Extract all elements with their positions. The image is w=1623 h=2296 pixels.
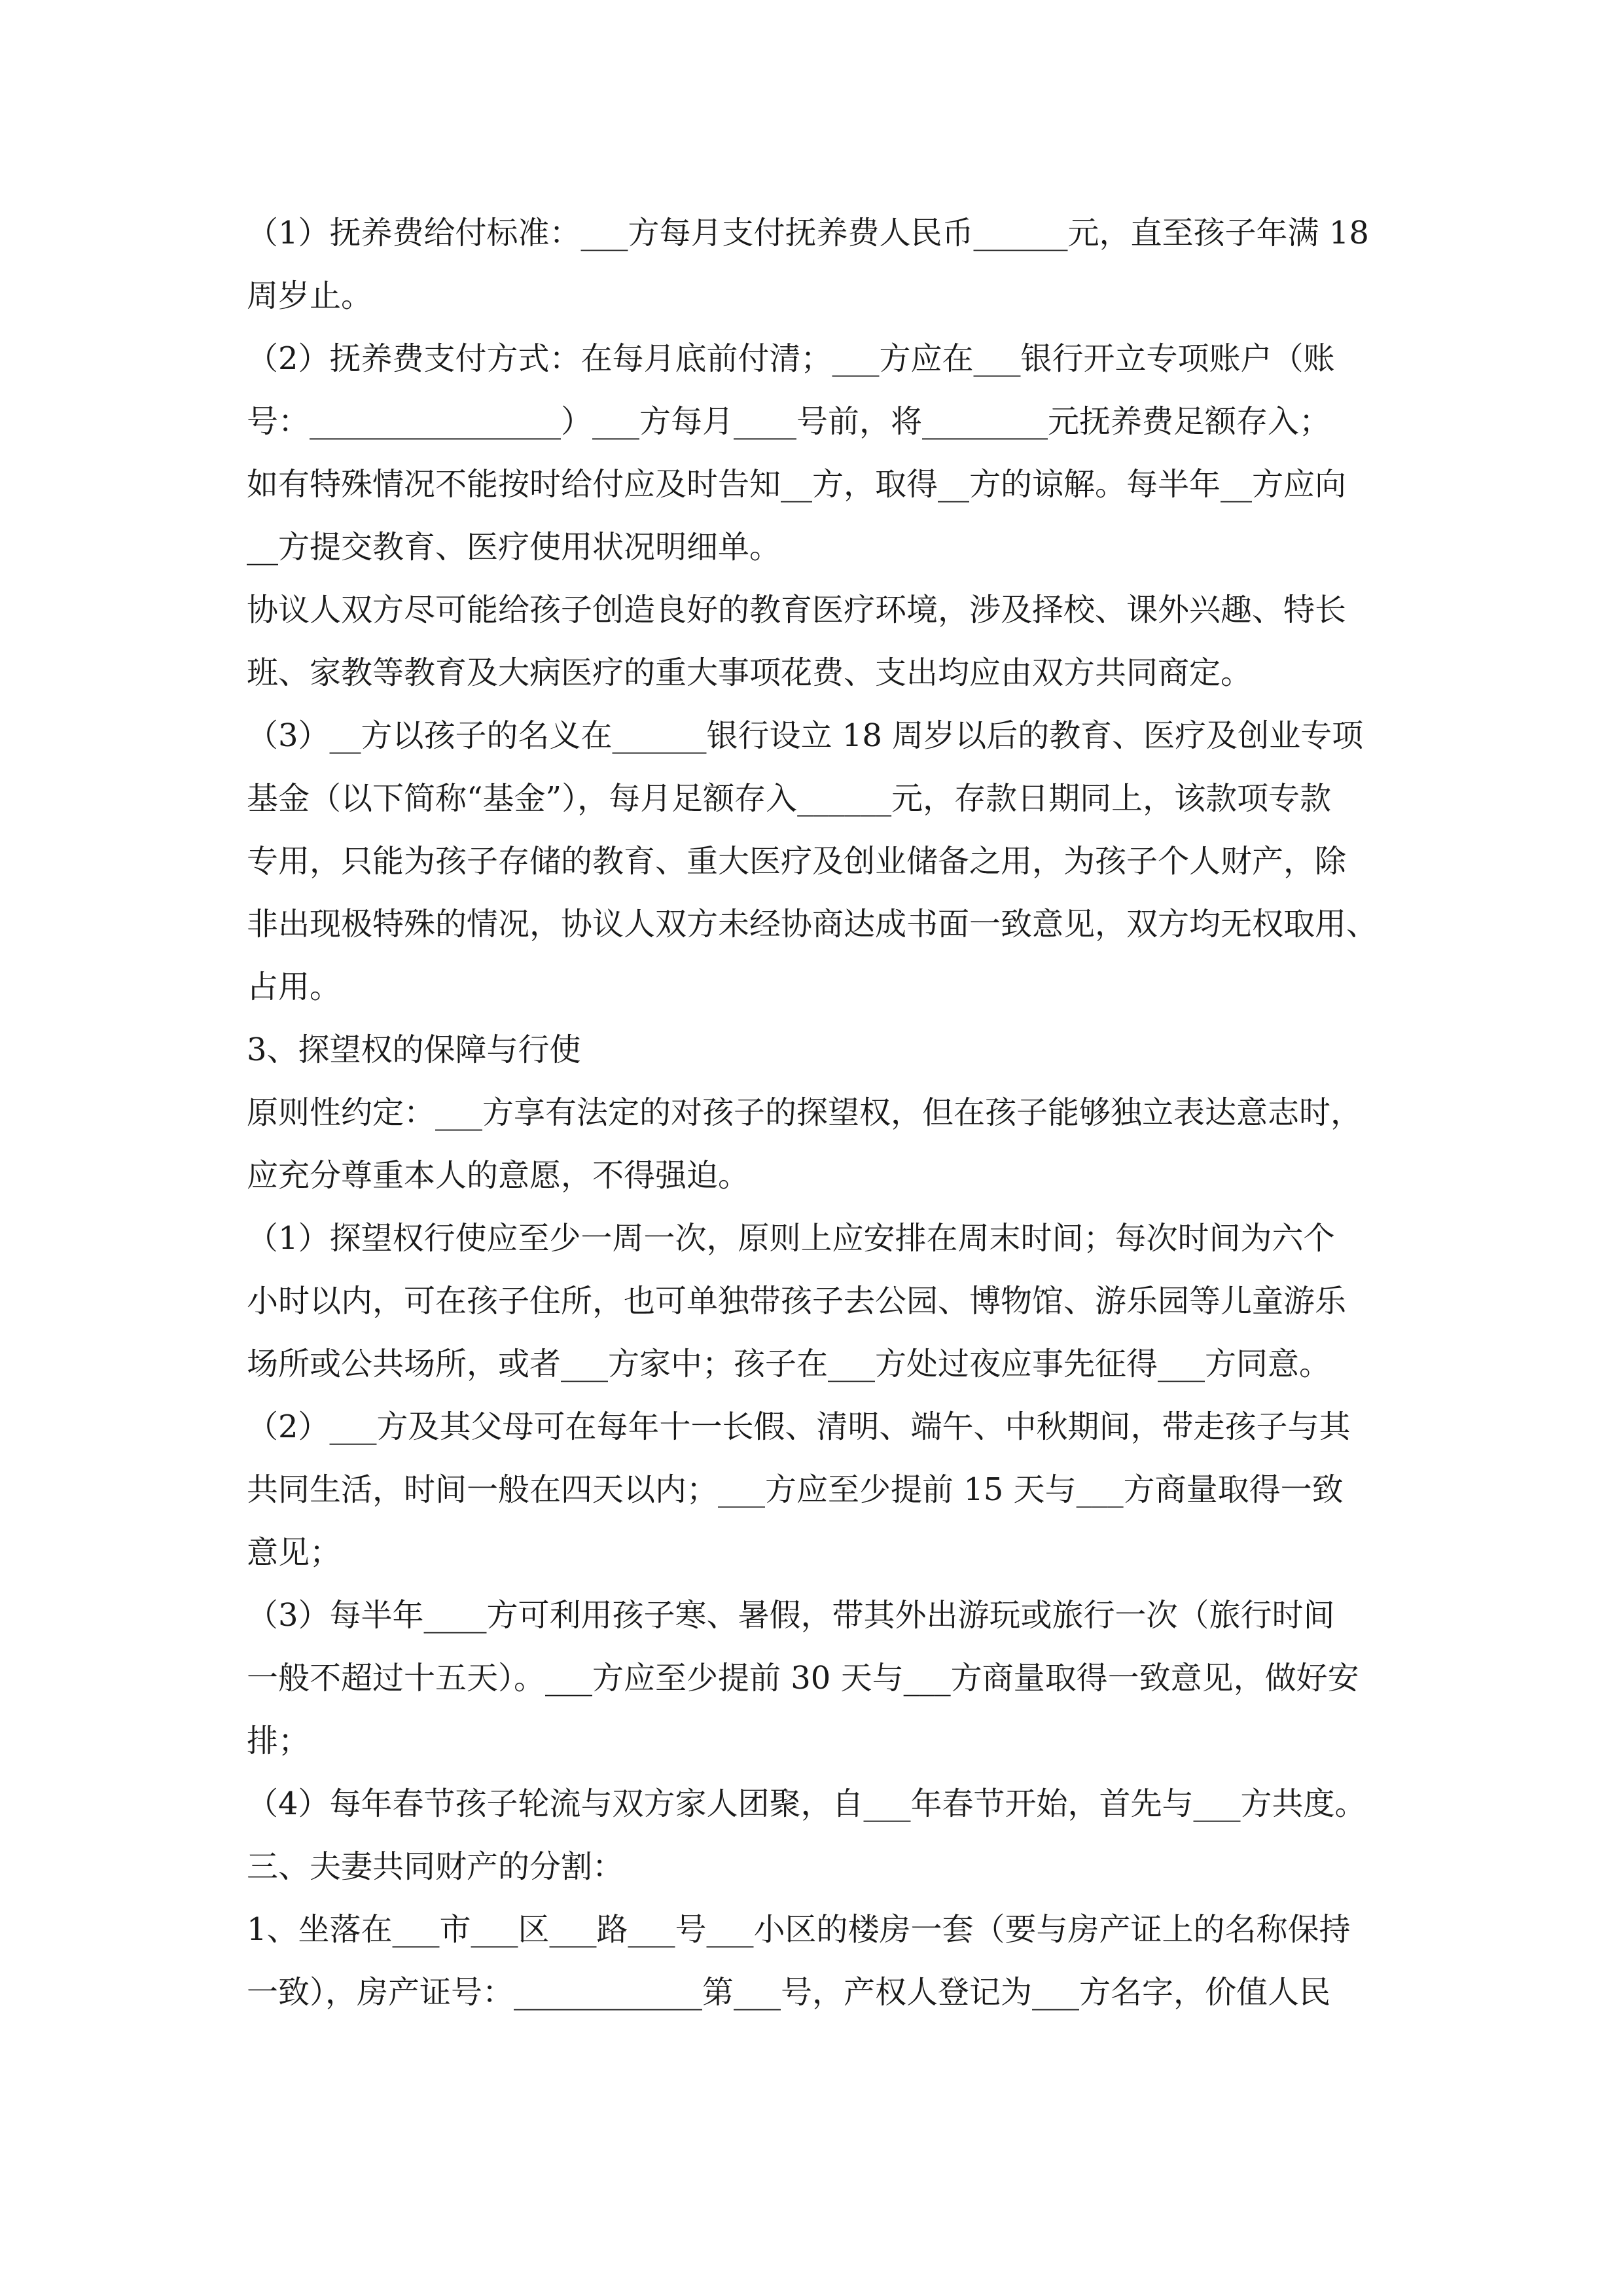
text-line: 非出现极特殊的情况，协议人双方未经协商达成书面一致意见，双方均无权取用、 xyxy=(247,906,1378,942)
text-line: 专用，只能为孩子存储的教育、重大医疗及创业储备之用，为孩子个人财产，除 xyxy=(247,843,1347,880)
text-line: 意见； xyxy=(247,1534,342,1571)
text-line: （3）__方以孩子的名义在______银行设立 18 周岁以后的教育、医疗及创业专项 xyxy=(247,717,1364,754)
text-line: 协议人双方尽可能给孩子创造良好的教育医疗环境，涉及择校、课外兴趣、特长 xyxy=(247,592,1347,628)
text-line: __方提交教育、医疗使用状况明细单。 xyxy=(247,529,781,565)
text-line: （1）抚养费给付标准：___方每月支付抚养费人民币______元，直至孩子年满 18 xyxy=(247,215,1369,251)
text-line: 应充分尊重本人的意愿，不得强迫。 xyxy=(247,1157,750,1194)
section-heading: 3、探望权的保障与行使 xyxy=(247,1031,581,1068)
text-line: 小时以内，可在孩子住所，也可单独带孩子去公园、博物馆、游乐园等儿童游乐 xyxy=(247,1283,1347,1319)
text-line: 一致），房产证号：____________第___号，产权人登记为___方名字，价值人民 xyxy=(247,1974,1331,2011)
text-line: 如有特殊情况不能按时给付应及时告知__方，取得__方的谅解。每半年__方应向 xyxy=(247,466,1347,503)
text-line: 周岁止。 xyxy=(247,278,373,314)
text-line: （2）___方及其父母可在每年十一长假、清明、端午、中秋期间，带走孩子与其 xyxy=(247,1408,1351,1445)
document-page xyxy=(247,202,1378,2024)
text-line: 占用。 xyxy=(247,969,342,1005)
text-line: 原则性约定：___方享有法定的对孩子的探望权，但在孩子能够独立表达意志时， xyxy=(247,1094,1363,1131)
text-line: 1、坐落在___市___区___路___号___小区的楼房一套（要与房产证上的名称保持 xyxy=(247,1911,1351,1948)
text-line: 一般不超过十五天）。___方应至少提前 30 天与___方商量取得一致意见，做好安 xyxy=(247,1660,1359,1696)
text-line: 基金（以下简称“基金”），每月足额存入______元，存款日期同上，该款项专款 xyxy=(247,780,1332,817)
text-line: （3）每半年____方可利用孩子寒、暑假，带其外出游玩或旅行一次（旅行时间 xyxy=(247,1597,1335,1634)
text-line: （1）探望权行使应至少一周一次，原则上应安排在周末时间；每次时间为六个 xyxy=(247,1220,1335,1257)
text-line: （4）每年春节孩子轮流与双方家人团聚，自___年春节开始，首先与___方共度。 xyxy=(247,1785,1366,1822)
text-line: 号：________________）___方每月____号前，将________元抚养费足额存入； xyxy=(247,403,1331,440)
text-line: 场所或公共场所，或者___方家中；孩子在___方处过夜应事先征得___方同意。 xyxy=(247,1346,1331,1382)
section-heading: 三、夫妻共同财产的分割： xyxy=(247,1848,624,1885)
text-line: 班、家教等教育及大病医疗的重大事项花费、支出均应由双方共同商定。 xyxy=(247,655,1253,691)
text-line: 排； xyxy=(247,1723,310,1759)
text-line: 共同生活，时间一般在四天以内；___方应至少提前 15 天与___方商量取得一致 xyxy=(247,1471,1344,1508)
text-line: （2）抚养费支付方式：在每月底前付清；___方应在___银行开立专项账户（账 xyxy=(247,340,1335,377)
